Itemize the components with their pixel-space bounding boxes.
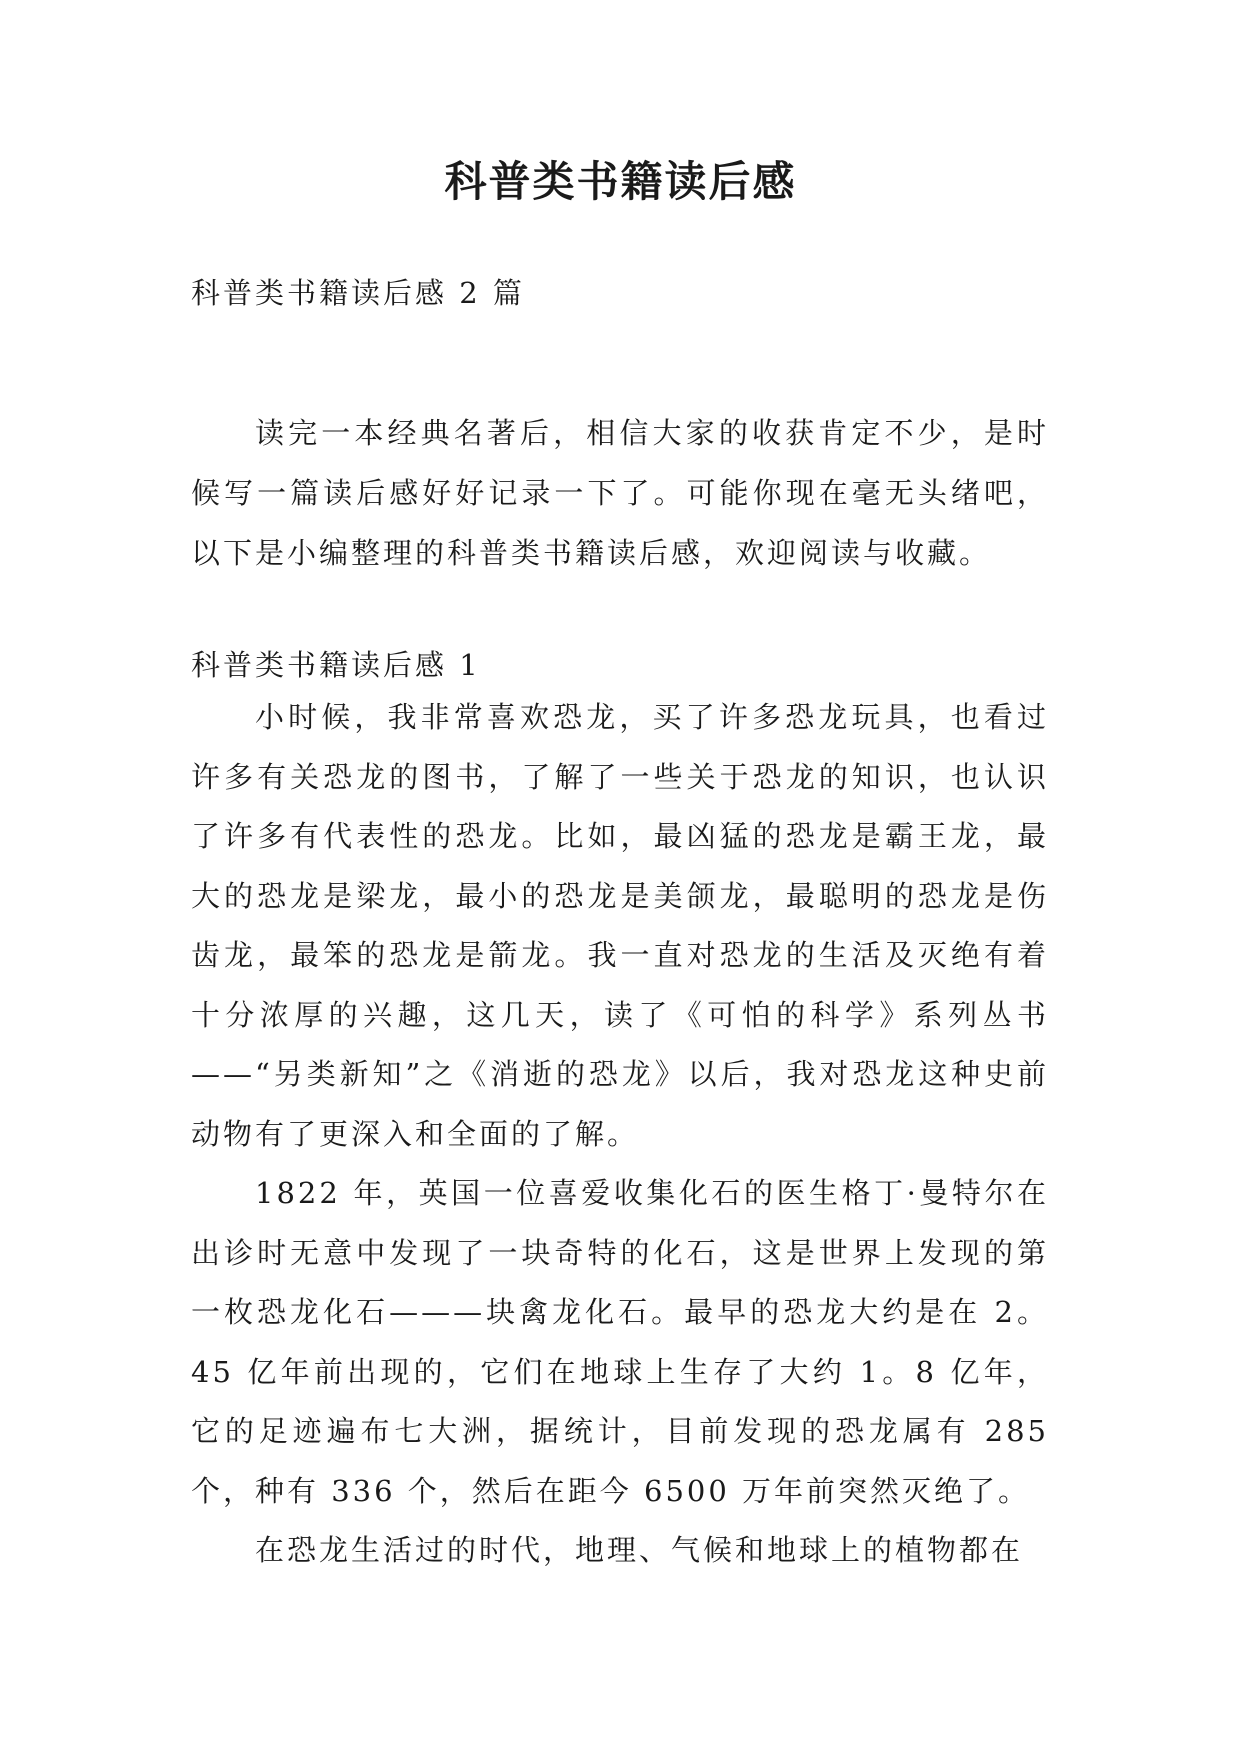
- body-paragraph: 小时候，我非常喜欢恐龙，买了许多恐龙玩具，也看过许多有关恐龙的图书，了解了一些关于恐龙的知识，也认识了许多有代表性的恐龙。比如，最凶猛的恐龙是霸王龙，最大的恐龙是梁龙，最小的恐龙是美颌龙，最聪明的恐龙是伤齿龙，最笨的恐龙是箭龙。我一直对恐龙的生活及灭绝有着十分浓厚的兴趣，这几天，读了《可怕的科学》系列丛书——“另类新知”之《消逝的恐龙》以后，我对恐龙这种史前动物有了更深入和全面的了解。: [191, 700, 1049, 1151]
- document-subtitle: 科普类书籍读后感 2 篇: [191, 276, 525, 310]
- document-title: 科普类书籍读后感: [444, 157, 797, 206]
- body-paragraph: 1822 年，英国一位喜爱收集化石的医生格丁·曼特尔在出诊时无意中发现了一块奇特的化石，这是世界上发现的第一枚恐龙化石———块禽龙化石。最早的恐龙大约是在 2。45 亿年前出现的，它们在地球上生存了大约 1。8 亿年，它的足迹遍布七大洲，据统计，目前发现的恐龙属有 285 个，种有 336 个，然后在距今 6500 万年前突然灭绝了。: [191, 1176, 1049, 1508]
- section-heading: 科普类书籍读后感 1: [191, 648, 481, 682]
- intro-paragraph: 读完一本经典名著后，相信大家的收获肯定不少，是时候写一篇读后感好好记录一下了。可能你现在毫无头绪吧，以下是小编整理的科普类书籍读后感，欢迎阅读与收藏。: [191, 416, 1049, 570]
- section-body: [191, 688, 1049, 1581]
- body-paragraph: 在恐龙生活过的时代，地理、气候和地球上的植物都在: [255, 1533, 1024, 1567]
